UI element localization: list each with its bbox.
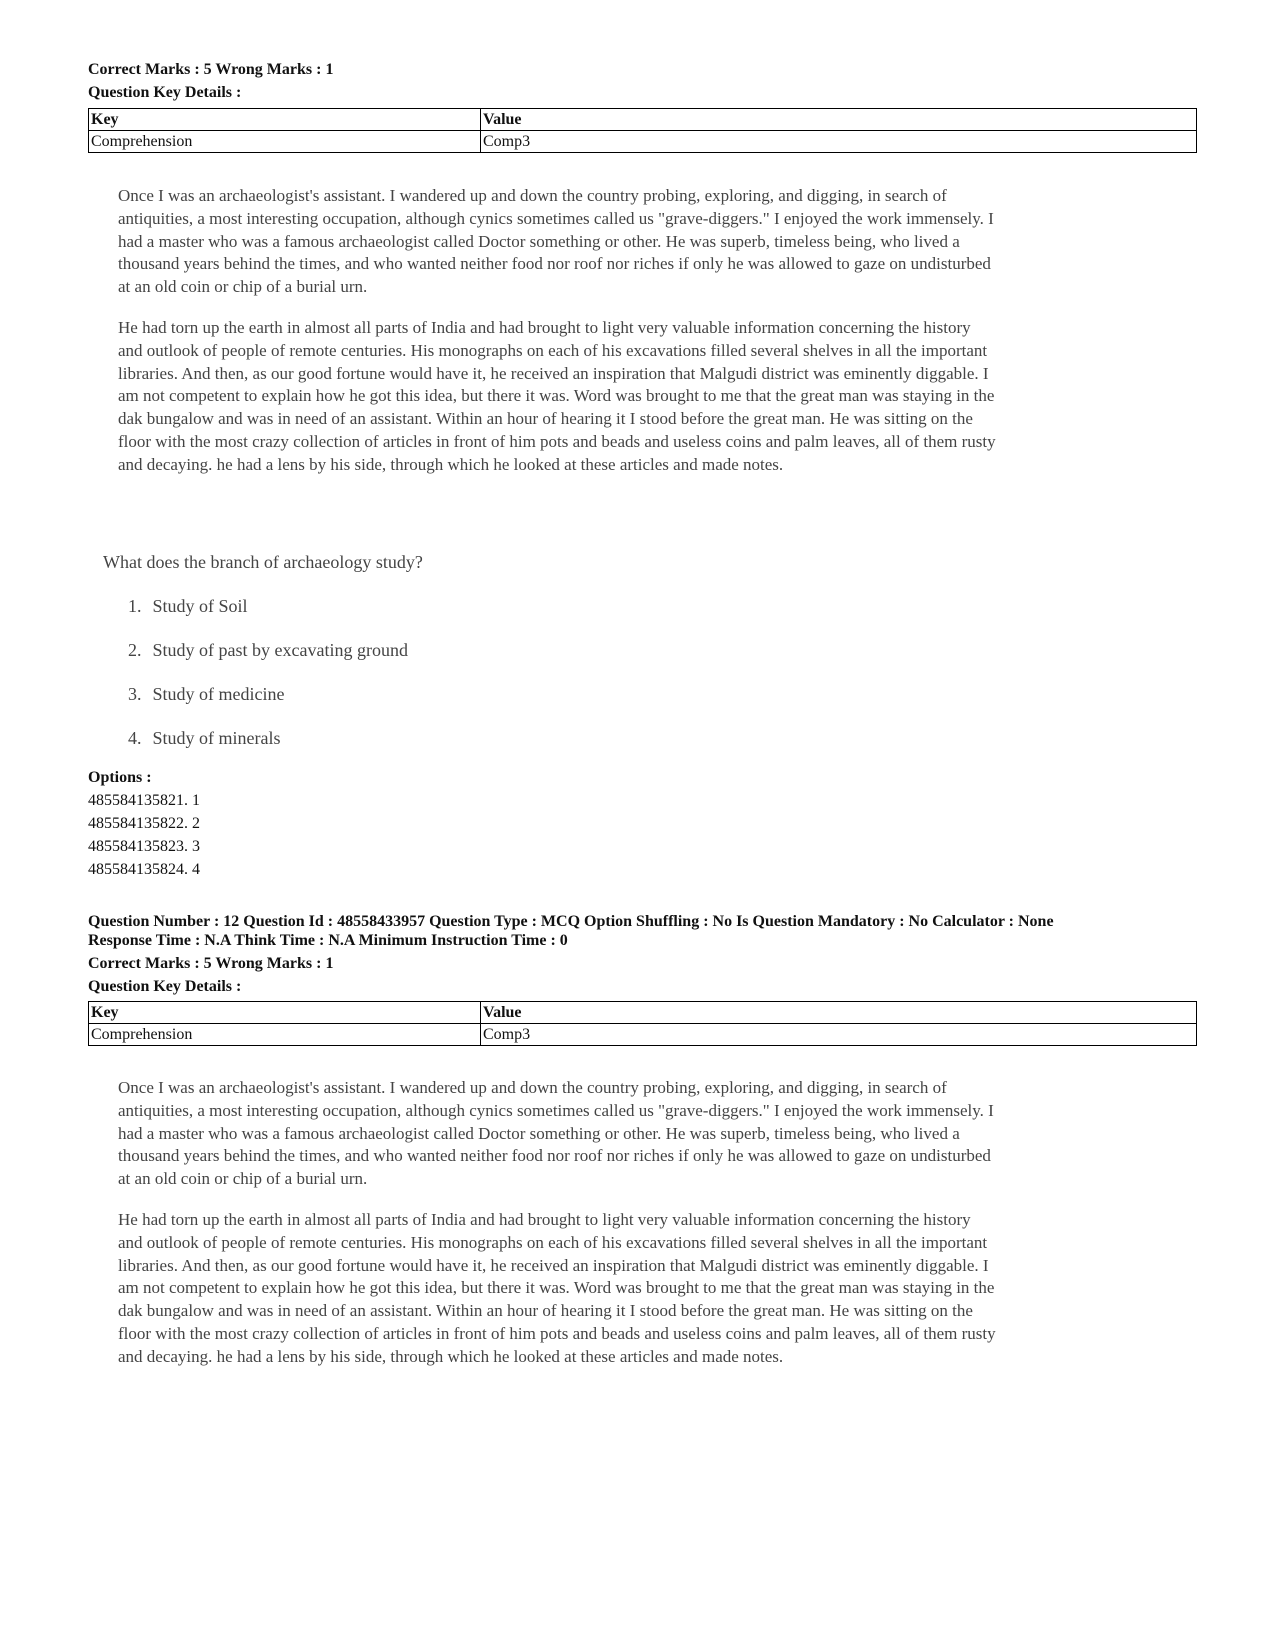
question-text: What does the branch of archaeology study?	[103, 552, 423, 572]
choice-number: 2.	[128, 640, 142, 660]
option-id-line: 485584135823. 3	[88, 838, 200, 855]
question-header-line-1: Question Number : 12 Question Id : 48558433957 Question Type : MCQ Option Shuffling : No Is Question Mandatory : No Calculator : None	[88, 913, 1054, 930]
option-id-line: 485584135821. 1	[88, 792, 200, 809]
table-header-key: Key	[89, 1002, 481, 1024]
choice-item	[128, 684, 284, 705]
option-id-line: 485584135822. 2	[88, 815, 200, 832]
correct-wrong-marks: Correct Marks : 5 Wrong Marks : 1	[88, 955, 334, 972]
question-key-details-label: Question Key Details :	[88, 978, 242, 995]
choice-text: Study of minerals	[152, 728, 281, 748]
passage-paragraph-2: He had torn up the earth in almost all parts of India and had brought to light very valuable information concerning the history and outlook of people of remote centuries. His monographs on each of his excavations filled several shelves in all the important libraries. And then, as our good fortune would have it, he received an inspiration that Malgudi district was eminently diggable. I am not competent to explain how he got this idea, but there it was. Word was brought to me that the great man was staying in the dak bungalow and was in need of an assistant. Within an hour of hearing it I stood before the great man. He was sitting on the floor with the most crazy collection of articles in front of him pots and beads and useless coins and palm leaves, all of them rusty and decaying. he had a lens by his side, through which he looked at these articles and made notes.	[118, 1209, 996, 1366]
question-key-table	[88, 108, 1197, 153]
table-cell-value: Comp3	[481, 131, 1197, 153]
choice-item	[128, 596, 248, 617]
question-header-line-2: Response Time : N.A Think Time : N.A Minimum Instruction Time : 0	[88, 932, 568, 949]
choice-item	[128, 728, 281, 749]
table-header-row	[89, 109, 1197, 131]
table-header-value: Value	[481, 109, 1197, 131]
table-cell-key: Comprehension	[89, 1024, 481, 1046]
comprehension-passage	[118, 1077, 998, 1369]
question-key-details-label: Question Key Details :	[88, 84, 242, 101]
passage-paragraph-2: He had torn up the earth in almost all parts of India and had brought to light very valuable information concerning the history and outlook of people of remote centuries. His monographs on each of his excavations filled several shelves in all the important libraries. And then, as our good fortune would have it, he received an inspiration that Malgudi district was eminently diggable. I am not competent to explain how he got this idea, but there it was. Word was brought to me that the great man was staying in the dak bungalow and was in need of an assistant. Within an hour of hearing it I stood before the great man. He was sitting on the floor with the most crazy collection of articles in front of him pots and beads and useless coins and palm leaves, all of them rusty and decaying. he had a lens by his side, through which he looked at these articles and made notes.	[118, 317, 996, 474]
choice-number: 3.	[128, 684, 142, 704]
table-cell-key: Comprehension	[89, 131, 481, 153]
table-header-row	[89, 1002, 1197, 1024]
passage-paragraph-1: Once I was an archaeologist's assistant. I wandered up and down the country probing, exploring, and digging, in search of antiquities, a most interesting occupation, although cynics sometimes called us "grave-diggers." I enjoyed the work immensely. I had a master who was a famous archaeologist called Doctor something or other. He was superb, timeless being, who lived a thousand years behind the times, and who wanted neither food nor roof nor riches if only he was allowed to gaze on undisturbed at an old coin or chip of a burial urn.	[118, 1078, 994, 1189]
passage-paragraph-1: Once I was an archaeologist's assistant. I wandered up and down the country probing, exploring, and digging, in search of antiquities, a most interesting occupation, although cynics sometimes called us "grave-diggers." I enjoyed the work immensely. I had a master who was a famous archaeologist called Doctor something or other. He was superb, timeless being, who lived a thousand years behind the times, and who wanted neither food nor roof nor riches if only he was allowed to gaze on undisturbed at an old coin or chip of a burial urn.	[118, 186, 994, 297]
choice-text: Study of medicine	[152, 684, 285, 704]
options-label: Options :	[88, 769, 152, 786]
correct-wrong-marks: Correct Marks : 5 Wrong Marks : 1	[88, 61, 334, 78]
choice-item	[128, 640, 408, 661]
choice-number: 1.	[128, 596, 142, 616]
choice-text: Study of past by excavating ground	[152, 640, 408, 660]
choice-text: Study of Soil	[152, 596, 248, 616]
table-row	[89, 131, 1197, 153]
table-cell-value: Comp3	[481, 1024, 1197, 1046]
choice-number: 4.	[128, 728, 142, 748]
comprehension-passage	[118, 185, 998, 477]
question-key-table	[88, 1001, 1197, 1046]
table-header-value: Value	[481, 1002, 1197, 1024]
option-id-line: 485584135824. 4	[88, 861, 200, 878]
table-header-key: Key	[89, 109, 481, 131]
table-row	[89, 1024, 1197, 1046]
